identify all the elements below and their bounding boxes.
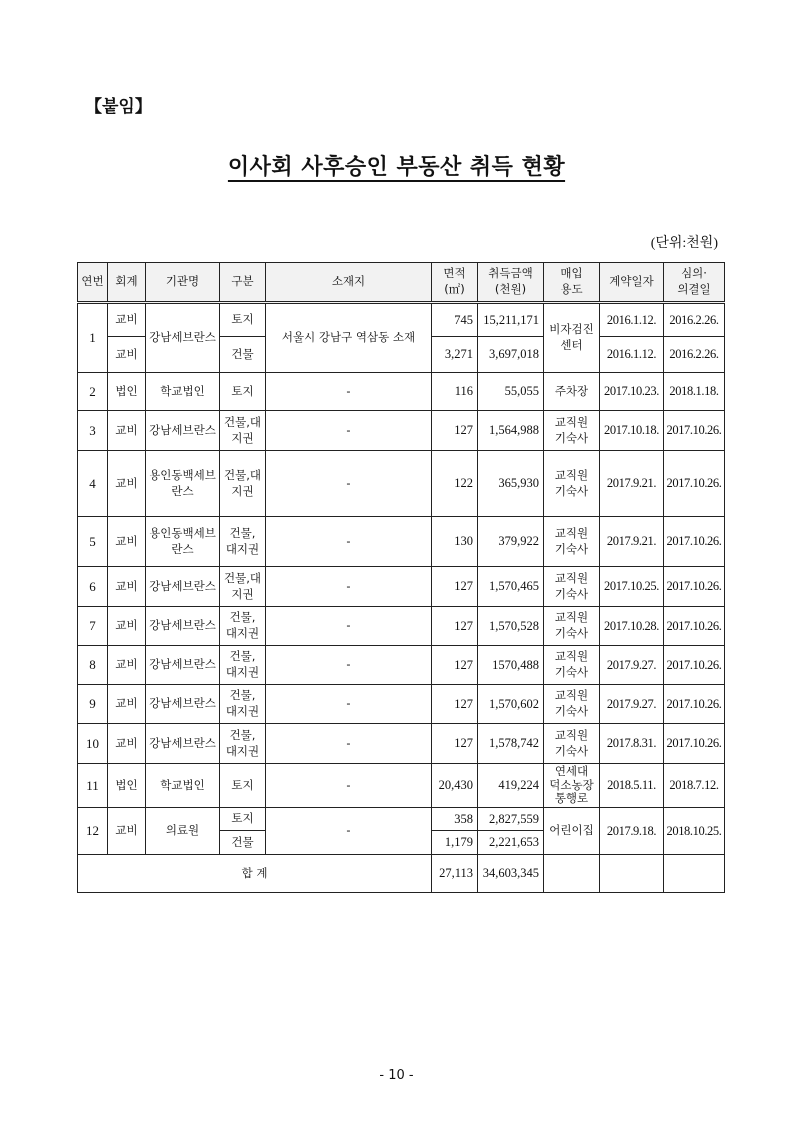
cell-account: 교비 [108, 411, 146, 451]
cell-location: - [266, 685, 432, 724]
cell-purpose: 교직원 기숙사 [544, 567, 600, 607]
cell-purpose: 교직원 기숙사 [544, 607, 600, 646]
cell-type: 건물, 대지권 [220, 646, 266, 685]
total-amount: 34,603,345 [478, 855, 544, 893]
cell-purpose: 교직원 기숙사 [544, 646, 600, 685]
table-row [78, 373, 725, 411]
table-row [78, 411, 725, 451]
cell-no: 2 [78, 373, 108, 411]
cell-contract: 2017.9.27. [600, 646, 664, 685]
cell-contract: 2017.9.27. [600, 685, 664, 724]
cell-contract: 2017.10.28. [600, 607, 664, 646]
cell-purpose: 교직원 기숙사 [544, 451, 600, 517]
cell-type: 건물 [220, 337, 266, 373]
table-row [78, 764, 725, 808]
header-resolution: 심의· 의결일 [664, 263, 725, 303]
cell-account: 교비 [108, 303, 146, 337]
cell-contract: 2016.1.12. [600, 337, 664, 373]
header-type: 구분 [220, 263, 266, 303]
cell-resolution: 2017.10.26. [664, 724, 725, 764]
cell-no: 10 [78, 724, 108, 764]
cell-location: - [266, 646, 432, 685]
cell-resolution: 2018.10.25. [664, 808, 725, 855]
cell-area: 130 [432, 517, 478, 567]
total-empty-contract [600, 855, 664, 893]
header-amount: 취득금액 (천원) [478, 263, 544, 303]
cell-amount: 3,697,018 [478, 337, 544, 373]
cell-contract: 2017.9.21. [600, 451, 664, 517]
page-title-text: 이사회 사후승인 부동산 취득 현황 [227, 155, 566, 180]
cell-type: 건물 [220, 831, 266, 855]
cell-area: 745 [432, 303, 478, 337]
cell-no: 8 [78, 646, 108, 685]
cell-no: 6 [78, 567, 108, 607]
cell-contract: 2017.8.31. [600, 724, 664, 764]
table-row [78, 685, 725, 724]
cell-no: 4 [78, 451, 108, 517]
cell-no: 9 [78, 685, 108, 724]
cell-org: 강남세브란스 [146, 685, 220, 724]
cell-type: 건물, 대지권 [220, 724, 266, 764]
cell-resolution: 2016.2.26. [664, 337, 725, 373]
cell-org: 의료원 [146, 808, 220, 855]
cell-org: 강남세브란스 [146, 646, 220, 685]
header-row [78, 263, 725, 303]
cell-resolution: 2017.10.26. [664, 567, 725, 607]
cell-org: 용인동백세브 란스 [146, 517, 220, 567]
total-area: 27,113 [432, 855, 478, 893]
cell-area: 127 [432, 567, 478, 607]
cell-account: 교비 [108, 451, 146, 517]
cell-location: - [266, 808, 432, 855]
cell-resolution: 2017.10.26. [664, 517, 725, 567]
cell-purpose: 연세대 덕소농장 통행로 [544, 764, 600, 808]
cell-account: 교비 [108, 808, 146, 855]
cell-contract: 2017.10.23. [600, 373, 664, 411]
cell-contract: 2016.1.12. [600, 303, 664, 337]
cell-no: 3 [78, 411, 108, 451]
cell-type: 토지 [220, 808, 266, 831]
cell-area: 122 [432, 451, 478, 517]
cell-area: 20,430 [432, 764, 478, 808]
cell-amount: 2,221,653 [478, 831, 544, 855]
cell-account: 교비 [108, 607, 146, 646]
cell-location: 서울시 강남구 역삼동 소재 [266, 303, 432, 373]
cell-purpose: 교직원 기숙사 [544, 517, 600, 567]
cell-amount: 55,055 [478, 373, 544, 411]
cell-type: 건물,대 지권 [220, 411, 266, 451]
cell-resolution: 2018.7.12. [664, 764, 725, 808]
cell-account: 법인 [108, 373, 146, 411]
cell-area: 358 [432, 808, 478, 831]
header-purpose: 매입 용도 [544, 263, 600, 303]
total-row [78, 855, 725, 893]
cell-resolution: 2017.10.26. [664, 451, 725, 517]
attachment-tag: 【붙임】 [85, 97, 152, 117]
cell-resolution: 2017.10.26. [664, 411, 725, 451]
cell-no: 12 [78, 808, 108, 855]
cell-no: 1 [78, 303, 108, 373]
total-empty-resolution [664, 855, 725, 893]
cell-org: 학교법인 [146, 373, 220, 411]
cell-amount: 1,570,465 [478, 567, 544, 607]
cell-resolution: 2017.10.26. [664, 607, 725, 646]
cell-account: 교비 [108, 685, 146, 724]
cell-area: 127 [432, 646, 478, 685]
cell-account: 교비 [108, 337, 146, 373]
cell-account: 교비 [108, 567, 146, 607]
cell-location: - [266, 607, 432, 646]
cell-account: 교비 [108, 724, 146, 764]
cell-no: 5 [78, 517, 108, 567]
cell-purpose: 주차장 [544, 373, 600, 411]
table-row [78, 303, 725, 337]
cell-contract: 2017.10.25. [600, 567, 664, 607]
cell-resolution: 2017.10.26. [664, 685, 725, 724]
table-row [78, 567, 725, 607]
cell-area: 127 [432, 411, 478, 451]
cell-amount: 365,930 [478, 451, 544, 517]
cell-location: - [266, 451, 432, 517]
header-org: 기관명 [146, 263, 220, 303]
cell-location: - [266, 764, 432, 808]
cell-amount: 1,564,988 [478, 411, 544, 451]
cell-area: 127 [432, 685, 478, 724]
cell-location: - [266, 567, 432, 607]
cell-type: 토지 [220, 373, 266, 411]
table-row [78, 724, 725, 764]
cell-area: 127 [432, 607, 478, 646]
total-empty-purpose [544, 855, 600, 893]
cell-contract: 2017.9.21. [600, 517, 664, 567]
cell-location: - [266, 373, 432, 411]
cell-org: 강남세브란스 [146, 607, 220, 646]
cell-area: 127 [432, 724, 478, 764]
cell-org: 용인동백세브 란스 [146, 451, 220, 517]
cell-contract: 2017.10.18. [600, 411, 664, 451]
cell-type: 토지 [220, 303, 266, 337]
cell-type: 토지 [220, 764, 266, 808]
cell-org: 강남세브란스 [146, 567, 220, 607]
cell-type: 건물, 대지권 [220, 685, 266, 724]
cell-org: 학교법인 [146, 764, 220, 808]
cell-location: - [266, 411, 432, 451]
cell-amount: 1,570,528 [478, 607, 544, 646]
cell-contract: 2018.5.11. [600, 764, 664, 808]
page-title [0, 150, 793, 181]
table-row [78, 607, 725, 646]
acquisition-table [77, 262, 725, 893]
header-no: 연번 [78, 263, 108, 303]
unit-label: (단위:천원) [650, 236, 718, 251]
total-label: 합 계 [78, 855, 432, 893]
cell-account: 법인 [108, 764, 146, 808]
cell-amount: 1,570,602 [478, 685, 544, 724]
cell-location: - [266, 517, 432, 567]
cell-type: 건물,대 지권 [220, 451, 266, 517]
cell-amount: 379,922 [478, 517, 544, 567]
header-contract: 계약일자 [600, 263, 664, 303]
table-row [78, 808, 725, 831]
header-area: 면적 (㎡) [432, 263, 478, 303]
table-row [78, 451, 725, 517]
cell-type: 건물, 대지권 [220, 517, 266, 567]
cell-area: 3,271 [432, 337, 478, 373]
cell-purpose: 교직원 기숙사 [544, 685, 600, 724]
cell-type: 건물, 대지권 [220, 607, 266, 646]
cell-area: 1,179 [432, 831, 478, 855]
cell-org: 강남세브란스 [146, 411, 220, 451]
cell-type: 건물,대 지권 [220, 567, 266, 607]
cell-org: 강남세브란스 [146, 724, 220, 764]
cell-org: 강남세브란스 [146, 303, 220, 373]
cell-purpose: 어린이집 [544, 808, 600, 855]
cell-contract: 2017.9.18. [600, 808, 664, 855]
cell-purpose: 교직원 기숙사 [544, 411, 600, 451]
cell-area: 116 [432, 373, 478, 411]
cell-purpose: 비자검진 센터 [544, 303, 600, 373]
cell-resolution: 2018.1.18. [664, 373, 725, 411]
cell-amount: 1570,488 [478, 646, 544, 685]
cell-amount: 2,827,559 [478, 808, 544, 831]
header-location: 소재지 [266, 263, 432, 303]
cell-resolution: 2017.10.26. [664, 646, 725, 685]
cell-account: 교비 [108, 517, 146, 567]
cell-location: - [266, 724, 432, 764]
cell-amount: 15,211,171 [478, 303, 544, 337]
header-account: 회계 [108, 263, 146, 303]
table-row [78, 646, 725, 685]
cell-amount: 419,224 [478, 764, 544, 808]
cell-amount: 1,578,742 [478, 724, 544, 764]
cell-no: 11 [78, 764, 108, 808]
cell-purpose: 교직원 기숙사 [544, 724, 600, 764]
table-row [78, 517, 725, 567]
cell-resolution: 2016.2.26. [664, 303, 725, 337]
cell-no: 7 [78, 607, 108, 646]
cell-account: 교비 [108, 646, 146, 685]
page-number: - 10 - [379, 1068, 414, 1083]
